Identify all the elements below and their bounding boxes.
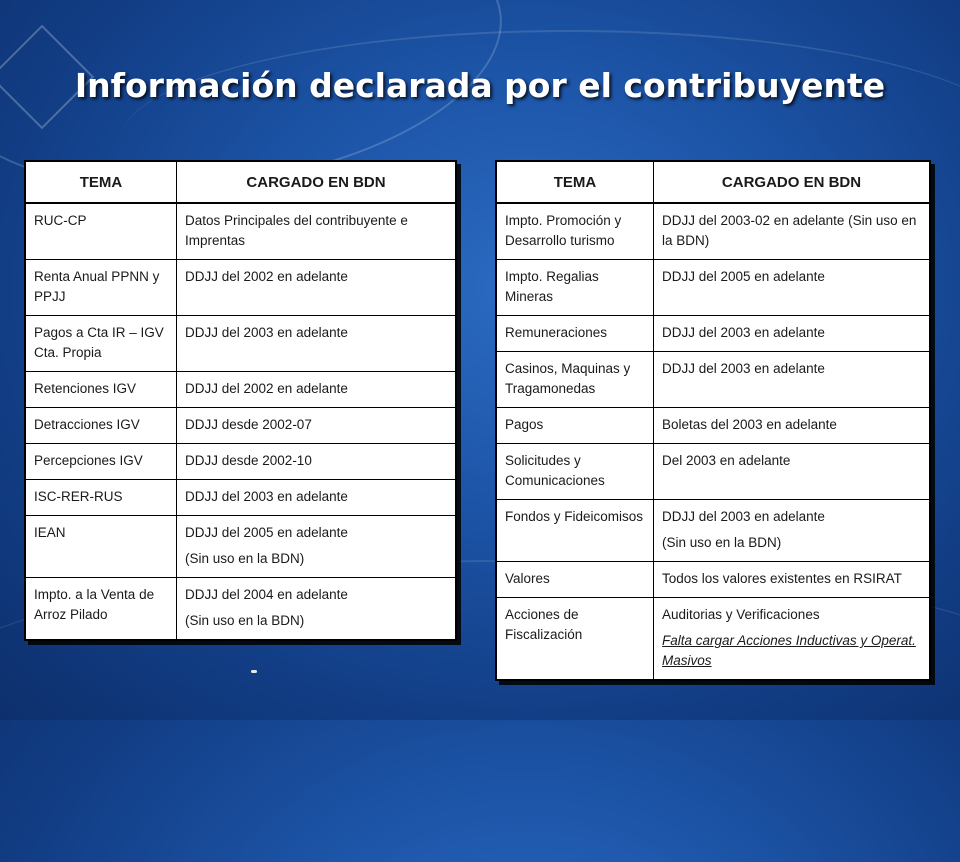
table-row — [25, 516, 456, 578]
table-row — [25, 480, 456, 516]
table-header-row — [496, 161, 930, 203]
table-row — [25, 578, 456, 641]
cell-tema: RUC-CP — [25, 203, 177, 260]
pending-note: Falta cargar Acciones Inductivas y Operat. Masivos — [662, 633, 916, 668]
table-row — [496, 316, 930, 352]
slide-title: Información declarada por el contribuyente — [74, 66, 886, 105]
table-row — [25, 203, 456, 260]
cell-tema: Pagos a Cta IR – IGV Cta. Propia — [25, 316, 177, 372]
cell-tema: Solicitudes y Comunicaciones — [496, 444, 654, 500]
column-header-cargado: CARGADO EN BDN — [654, 161, 931, 203]
right-table — [495, 160, 931, 681]
cell-cargado-sub: (Sin uso en la BDN) — [185, 551, 305, 566]
cell-cargado — [177, 516, 457, 578]
table-row — [496, 408, 930, 444]
column-header-cargado: CARGADO EN BDN — [177, 161, 457, 203]
table-row — [25, 316, 456, 372]
cell-cargado-main: Auditorias y Verificaciones — [662, 607, 820, 622]
cell-tema: Impto. Promoción y Desarrollo turismo — [496, 203, 654, 260]
table-row — [496, 562, 930, 598]
cell-cargado: DDJJ desde 2002-10 — [177, 444, 457, 480]
table-row — [496, 444, 930, 500]
cell-cargado: DDJJ del 2005 en adelante — [654, 260, 931, 316]
cell-cargado: DDJJ del 2003 en adelante — [654, 352, 931, 408]
table-row — [25, 408, 456, 444]
cell-cargado-main: DDJJ del 2004 en adelante — [185, 587, 348, 602]
table-row — [25, 260, 456, 316]
table-row — [496, 352, 930, 408]
cell-tema: Renta Anual PPNN y PPJJ — [25, 260, 177, 316]
table-row — [496, 260, 930, 316]
stray-mark — [251, 670, 257, 673]
cell-cargado: Boletas del 2003 en adelante — [654, 408, 931, 444]
left-table — [24, 160, 457, 641]
cell-cargado: Todos los valores existentes en RSIRAT — [654, 562, 931, 598]
cell-cargado: DDJJ del 2003 en adelante — [177, 316, 457, 372]
cell-tema: Casinos, Maquinas y Tragamonedas — [496, 352, 654, 408]
table-row — [496, 203, 930, 260]
table-header-row — [25, 161, 456, 203]
cell-cargado: DDJJ del 2003 en adelante — [654, 316, 931, 352]
cell-tema: Impto. Regalias Mineras — [496, 260, 654, 316]
cell-tema: Acciones de Fiscalización — [496, 598, 654, 681]
cell-cargado — [654, 500, 931, 562]
column-header-tema: TEMA — [25, 161, 177, 203]
cell-cargado: DDJJ del 2003-02 en adelante (Sin uso en la BDN) — [654, 203, 931, 260]
table-row — [25, 444, 456, 480]
cell-tema: Detracciones IGV — [25, 408, 177, 444]
cell-cargado-main: DDJJ del 2003 en adelante — [662, 509, 825, 524]
table-row — [25, 372, 456, 408]
cell-cargado: Datos Principales del contribuyente e Imprentas — [177, 203, 457, 260]
cell-tema: Percepciones IGV — [25, 444, 177, 480]
cell-tema: Remuneraciones — [496, 316, 654, 352]
cell-tema: Impto. a la Venta de Arroz Pilado — [25, 578, 177, 641]
cell-tema: Valores — [496, 562, 654, 598]
cell-cargado — [654, 598, 931, 681]
cell-cargado: DDJJ del 2002 en adelante — [177, 372, 457, 408]
table-row — [496, 500, 930, 562]
table-row — [496, 598, 930, 681]
column-header-tema: TEMA — [496, 161, 654, 203]
cell-cargado: DDJJ del 2002 en adelante — [177, 260, 457, 316]
cell-cargado: DDJJ del 2003 en adelante — [177, 480, 457, 516]
cell-cargado: Del 2003 en adelante — [654, 444, 931, 500]
cell-cargado-sub: (Sin uso en la BDN) — [662, 535, 782, 550]
cell-tema: Pagos — [496, 408, 654, 444]
cell-tema: ISC-RER-RUS — [25, 480, 177, 516]
cell-tema: Fondos y Fideicomisos — [496, 500, 654, 562]
cell-tema: IEAN — [25, 516, 177, 578]
cell-cargado: DDJJ desde 2002-07 — [177, 408, 457, 444]
cell-cargado — [177, 578, 457, 641]
cell-tema: Retenciones IGV — [25, 372, 177, 408]
cell-cargado-main: DDJJ del 2005 en adelante — [185, 525, 348, 540]
cell-cargado-sub: (Sin uso en la BDN) — [185, 613, 305, 628]
